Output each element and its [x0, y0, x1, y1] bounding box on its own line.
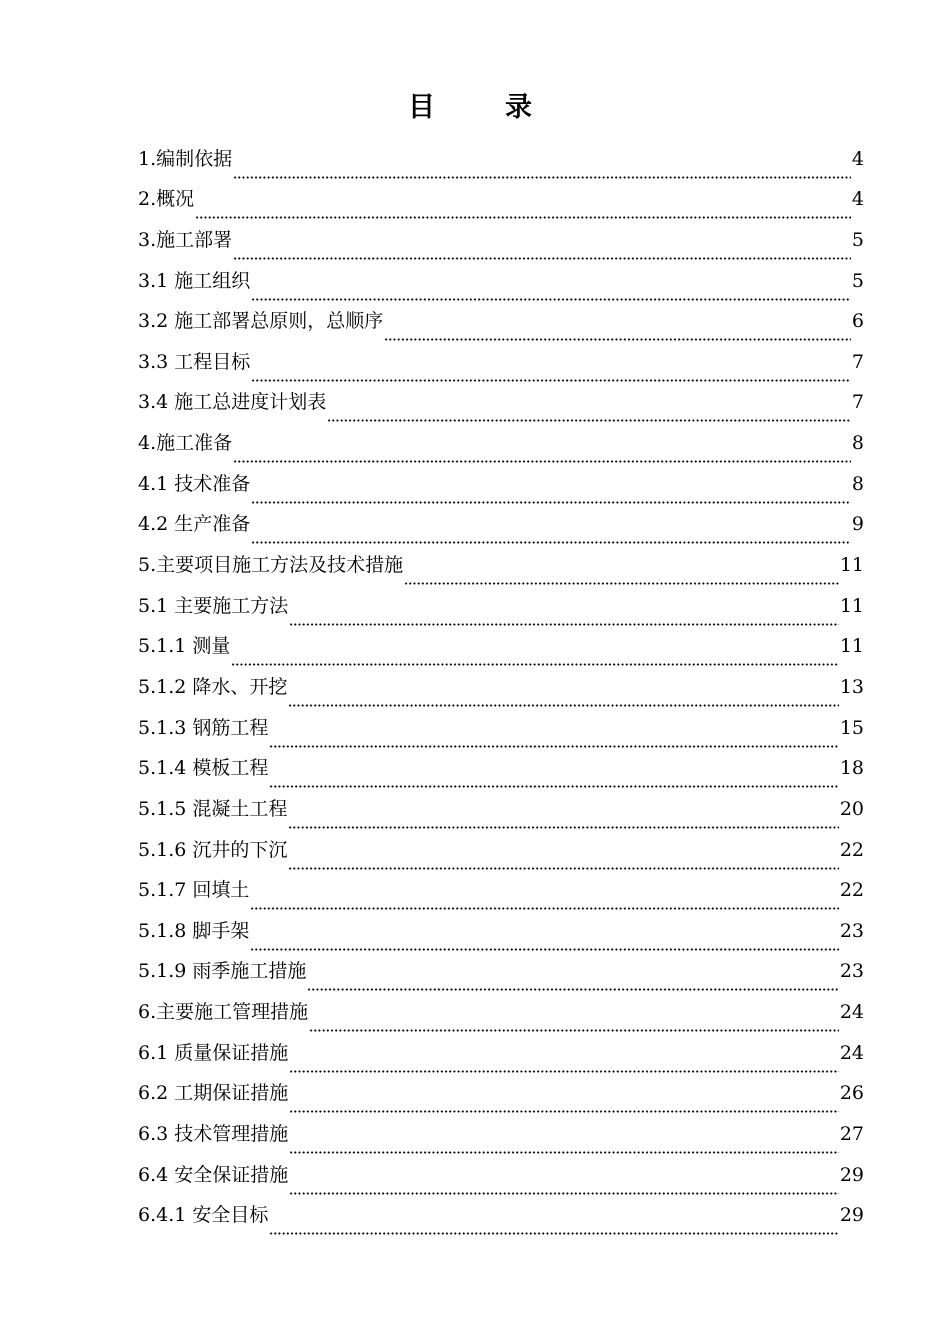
- toc-entry-label: 5.1.5 混凝土工程: [138, 797, 288, 820]
- toc-entry-label: 6.3 技术管理措施: [138, 1123, 289, 1146]
- toc-entry-page-number: 11: [839, 635, 864, 658]
- toc-entry-label: 1.编制依据: [138, 147, 233, 170]
- toc-entry[interactable]: [138, 829, 864, 870]
- toc-entry-label: 3.施工部署: [138, 228, 233, 251]
- toc-entry-label: 5.1.4 模板工程: [138, 757, 269, 780]
- toc-entry-page-number: 23: [839, 919, 864, 942]
- toc-entry-label: 3.1 施工组织: [138, 269, 251, 292]
- toc-entry[interactable]: [138, 138, 864, 179]
- toc-entry-page-number: 9: [851, 513, 864, 536]
- toc-entry-page-number: 4: [851, 188, 864, 211]
- toc-entry-label: 5.1.9 雨季施工措施: [138, 960, 307, 983]
- toc-entry-label: 5.1.1 测量: [138, 635, 231, 658]
- toc-entry-label: 5.主要项目施工方法及技术措施: [138, 554, 404, 577]
- toc-entry[interactable]: [138, 1032, 864, 1073]
- toc-dot-leader: [404, 555, 839, 585]
- toc-dot-leader: [289, 1124, 839, 1154]
- toc-entry-page-number: 20: [839, 797, 864, 820]
- toc-entry-page-number: 5: [851, 228, 864, 251]
- toc-entry-label: 4.2 生产准备: [138, 513, 251, 536]
- toc-dot-leader: [289, 1083, 839, 1113]
- toc-entry[interactable]: [138, 707, 864, 748]
- toc-dot-leader: [231, 636, 838, 666]
- toc-dot-leader: [289, 596, 839, 626]
- toc-dot-leader: [195, 189, 851, 219]
- toc-dot-leader: [288, 799, 838, 829]
- toc-dot-leader: [327, 392, 851, 422]
- toc-entry[interactable]: [138, 626, 864, 667]
- toc-entry[interactable]: [138, 585, 864, 626]
- toc-entry[interactable]: [138, 1073, 864, 1114]
- toc-entry-label: 2.概况: [138, 188, 195, 211]
- toc-dot-leader: [251, 271, 851, 301]
- toc-entry[interactable]: [138, 504, 864, 545]
- toc-entry[interactable]: [138, 260, 864, 301]
- toc-entry-label: 3.2 施工部署总原则，总顺序: [138, 310, 384, 333]
- toc-entry[interactable]: [138, 179, 864, 220]
- toc-entry[interactable]: [138, 910, 864, 951]
- toc-entry[interactable]: [138, 301, 864, 342]
- toc-dot-leader: [289, 1165, 839, 1195]
- toc-entry[interactable]: [138, 341, 864, 382]
- toc-entry[interactable]: [138, 870, 864, 911]
- toc-dot-leader: [309, 1002, 839, 1032]
- toc-entry-page-number: 11: [839, 554, 864, 577]
- toc-entry-page-number: 27: [839, 1123, 864, 1146]
- toc-entry-page-number: 24: [839, 1041, 864, 1064]
- toc-entry-page-number: 5: [851, 269, 864, 292]
- toc-entry-label: 5.1.7 回填土: [138, 879, 250, 902]
- toc-entry[interactable]: [138, 544, 864, 585]
- toc-dot-leader: [307, 961, 838, 991]
- toc-entry-label: 6.主要施工管理措施: [138, 1001, 309, 1024]
- toc-entry[interactable]: [138, 991, 864, 1032]
- toc-entry-page-number: 22: [839, 879, 864, 902]
- toc-dot-leader: [288, 677, 838, 707]
- toc-entry[interactable]: [138, 1113, 864, 1154]
- toc-entry-label: 4.1 技术准备: [138, 472, 251, 495]
- toc-entry[interactable]: [138, 422, 864, 463]
- toc-entry-page-number: 18: [839, 757, 864, 780]
- toc-entry[interactable]: [138, 463, 864, 504]
- toc-entry-page-number: 22: [839, 838, 864, 861]
- toc-entry-page-number: 8: [851, 432, 864, 455]
- toc-entry-label: 6.2 工期保证措施: [138, 1082, 289, 1105]
- toc-dot-leader: [289, 1043, 839, 1073]
- toc-entry-page-number: 24: [839, 1001, 864, 1024]
- toc-entry[interactable]: [138, 1195, 864, 1236]
- toc-entry-page-number: 23: [839, 960, 864, 983]
- toc-dot-leader: [233, 433, 851, 463]
- toc-entry-page-number: 15: [839, 716, 864, 739]
- toc-entry-page-number: 8: [851, 472, 864, 495]
- toc-entry-label: 5.1.6 沉井的下沉: [138, 838, 288, 861]
- toc-entry-page-number: 7: [851, 350, 864, 373]
- toc-entry-label: 6.1 质量保证措施: [138, 1041, 289, 1064]
- toc-entry[interactable]: [138, 1154, 864, 1195]
- toc-dot-leader: [250, 921, 838, 951]
- toc-entry-page-number: 4: [851, 147, 864, 170]
- toc-dot-leader: [269, 718, 838, 748]
- toc-entry-page-number: 29: [839, 1204, 864, 1227]
- toc-entry-page-number: 11: [839, 594, 864, 617]
- toc-dot-leader: [250, 880, 838, 910]
- toc-entry[interactable]: [138, 748, 864, 789]
- toc-dot-leader: [269, 1205, 838, 1235]
- toc-entry-label: 3.4 施工总进度计划表: [138, 391, 327, 414]
- toc-entry[interactable]: [138, 951, 864, 992]
- toc-dot-leader: [251, 474, 851, 504]
- toc-entry-page-number: 7: [851, 391, 864, 414]
- toc-dot-leader: [251, 514, 851, 544]
- toc-dot-leader: [233, 149, 851, 179]
- toc-dot-leader: [288, 840, 838, 870]
- toc-entry-label: 3.3 工程目标: [138, 350, 251, 373]
- toc-entry-page-number: 6: [851, 310, 864, 333]
- toc-entry-label: 5.1 主要施工方法: [138, 594, 289, 617]
- toc-entry-label: 4.施工准备: [138, 432, 233, 455]
- toc-entry-page-number: 29: [839, 1163, 864, 1186]
- toc-list: [138, 138, 864, 1235]
- toc-entry-label: 5.1.2 降水、开挖: [138, 675, 288, 698]
- toc-entry[interactable]: [138, 382, 864, 423]
- toc-title: 目录: [408, 92, 602, 123]
- toc-entry-label: 6.4.1 安全目标: [138, 1204, 269, 1227]
- toc-entry[interactable]: [138, 219, 864, 260]
- toc-entry-page-number: 26: [839, 1082, 864, 1105]
- toc-entry[interactable]: [138, 788, 864, 829]
- toc-entry[interactable]: [138, 666, 864, 707]
- toc-dot-leader: [384, 311, 851, 341]
- toc-entry-label: 6.4 安全保证措施: [138, 1163, 289, 1186]
- toc-entry-label: 5.1.3 钢筋工程: [138, 716, 269, 739]
- toc-entry-label: 5.1.8 脚手架: [138, 919, 250, 942]
- toc-dot-leader: [269, 758, 838, 788]
- toc-dot-leader: [233, 230, 851, 260]
- toc-entry-page-number: 13: [839, 675, 864, 698]
- toc-dot-leader: [251, 352, 851, 382]
